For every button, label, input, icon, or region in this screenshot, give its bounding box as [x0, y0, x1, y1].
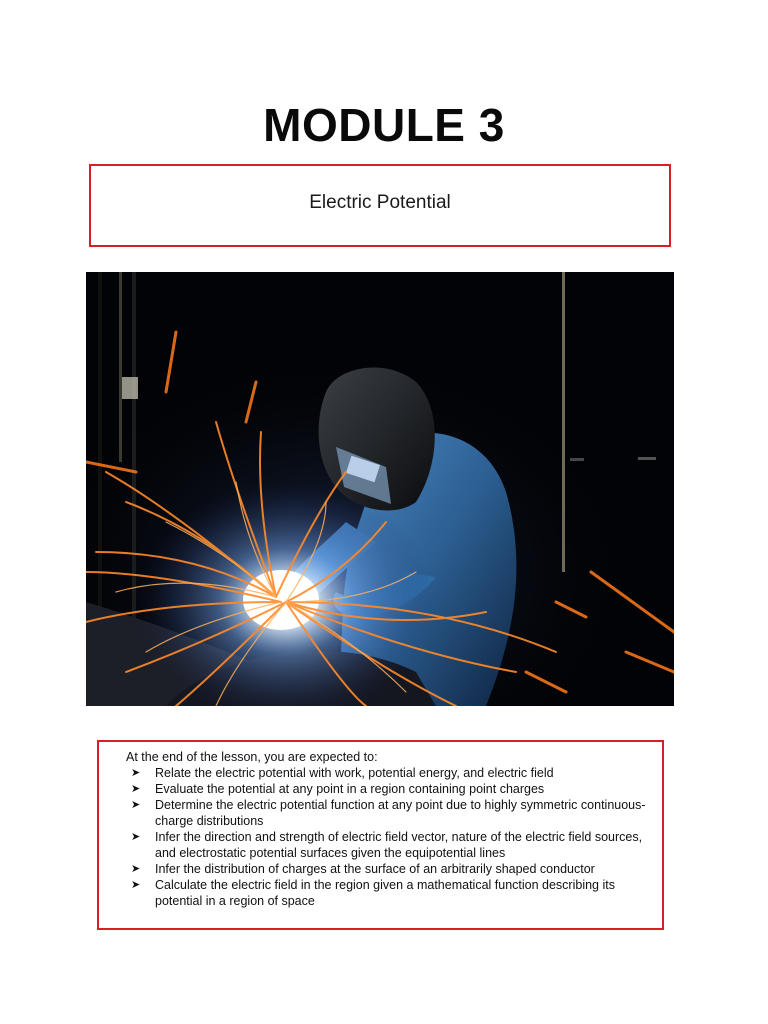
list-item — [126, 829, 646, 861]
arrow-bullet-icon: ➤ — [131, 783, 141, 795]
objective-text: Determine the electric potential function at any point due to highly symmetric continuous- charge distributions — [155, 798, 646, 828]
list-item — [126, 797, 646, 829]
arrow-bullet-icon: ➤ — [131, 863, 141, 875]
arrow-bullet-icon: ➤ — [131, 767, 141, 779]
list-item — [126, 781, 646, 797]
welder-sparks-photo-icon — [86, 272, 674, 706]
objective-text: Relate the electric potential with work, potential energy, and electric field — [155, 766, 554, 780]
arrow-bullet-icon: ➤ — [131, 879, 141, 891]
module-subtitle: Electric Potential — [309, 192, 451, 213]
objectives-intro: At the end of the lesson, you are expected to: — [126, 750, 378, 764]
welder-photo — [86, 272, 674, 706]
list-item — [126, 861, 646, 877]
list-item — [126, 877, 646, 909]
arrow-bullet-icon: ➤ — [131, 799, 141, 811]
module-title: MODULE 3 — [263, 99, 505, 151]
title-box — [89, 164, 671, 247]
objective-text: Infer the direction and strength of electric field vector, nature of the electric field sources, and electrostatic potential surfaces given the equipotential lines — [155, 830, 643, 860]
objective-text: Infer the distribution of charges at the surface of an arbitrarily shaped conductor — [155, 862, 595, 876]
objective-text: Calculate the electric field in the region given a mathematical function describing its potential in a region of space — [155, 878, 615, 908]
list-item — [126, 765, 646, 781]
objective-text: Evaluate the potential at any point in a region containing point charges — [155, 782, 545, 796]
objectives-box — [97, 740, 664, 930]
objectives-list — [126, 765, 646, 909]
arrow-bullet-icon: ➤ — [131, 831, 141, 843]
